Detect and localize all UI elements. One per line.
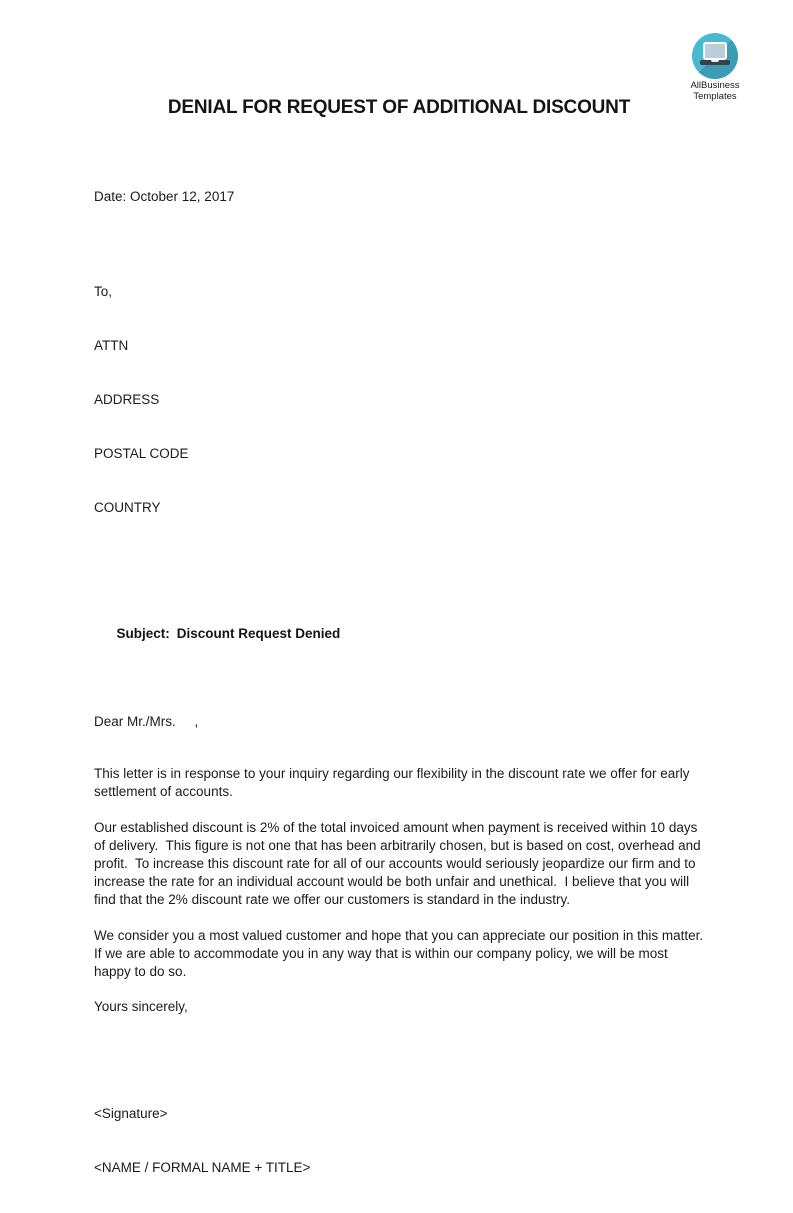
recipient-line-country: COUNTRY	[94, 500, 161, 515]
salutation: Dear Mr./Mrs. ,	[94, 714, 199, 729]
logo-circle	[692, 33, 738, 79]
recipient-line-postal-code: POSTAL CODE	[94, 446, 189, 461]
signature-block	[94, 1069, 704, 1213]
brand-name	[684, 81, 746, 102]
subject-line	[94, 607, 704, 661]
signature-placeholder: <Signature>	[94, 1106, 168, 1121]
recipient-line-to: To,	[94, 284, 113, 299]
laptop-icon	[703, 42, 727, 60]
brand-logo	[684, 33, 746, 102]
body-paragraph-1: This letter is in response to your inquiry regarding our flexibility in the discount rate we offer for early settlement of accounts.	[94, 766, 694, 799]
body-paragraph-3: We consider you a most valued customer and hope that you can appreciate our position in this matter. If we are able to accommodate you in any way that is within our company policy, we will be most happy to do so.	[94, 928, 711, 979]
subject-label: Subject:	[116, 626, 170, 641]
recipient-line-attn: ATTN	[94, 338, 129, 353]
signature-name-line: <NAME / FORMAL NAME + TITLE>	[94, 1160, 311, 1175]
recipient-block	[94, 247, 704, 553]
letter-title: DENIAL FOR REQUEST OF ADDITIONAL DISCOUNT	[167, 97, 631, 118]
brand-name-line1: AllBusiness	[690, 80, 740, 91]
body-paragraph-2: Our established discount is 2% of the total invoiced amount when payment is received within 10 days of delivery. This figure is not one that has been arbitrarily chosen, but is based on cost, overhead and profit. To increase this discount rate for all of our accounts would seriously jeopardize our firm and to increase the rate for an individual account would be both unfair and unethical. I believe that you will find that the 2% discount rate we offer our customers is standard in the industry.	[94, 820, 705, 907]
closing: Yours sincerely,	[94, 999, 188, 1014]
date-line: Date: October 12, 2017	[94, 189, 235, 204]
subject-text: Discount Request Denied	[176, 626, 341, 641]
recipient-line-address: ADDRESS	[94, 392, 160, 407]
brand-name-line2: Templates	[693, 90, 737, 102]
laptop-base-icon	[700, 60, 730, 65]
